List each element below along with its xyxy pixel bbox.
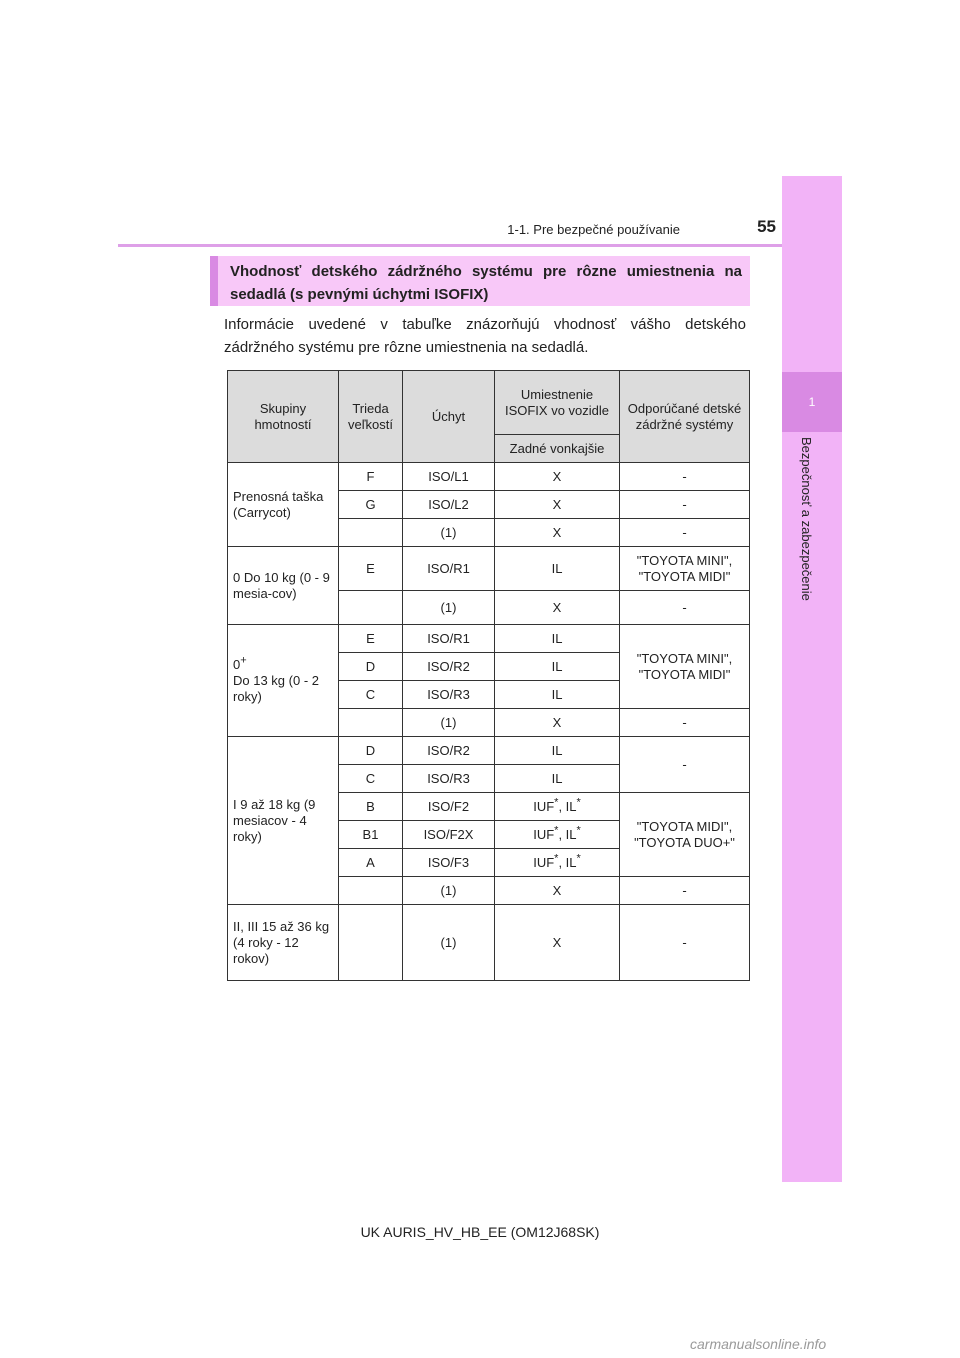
- footnote-star: *: [554, 824, 559, 837]
- header-rear-outboard: Zadné vonkajšie: [495, 435, 620, 463]
- position-cell: IL: [495, 653, 620, 681]
- position-cell: IL: [495, 547, 620, 591]
- group-0-plus: [228, 625, 339, 737]
- recommended-cell: -: [620, 591, 750, 625]
- position-cell: IL: [495, 765, 620, 793]
- position-text: IUF: [533, 798, 555, 814]
- watermark: carmanualsonline.info: [690, 1336, 827, 1352]
- group-2-3: II, III 15 až 36 kg (4 roky - 12 rokov): [228, 905, 339, 981]
- fixture-cell: (1): [403, 591, 495, 625]
- position-text: , IL: [558, 798, 577, 814]
- position-cell: [495, 793, 620, 821]
- recommended-cell: -: [620, 491, 750, 519]
- chapter-number-tab: 1: [782, 372, 842, 432]
- position-text: , IL: [558, 826, 577, 842]
- size-class-cell: G: [339, 491, 403, 519]
- header-recommended: Odporúčané detské zádržné systémy: [620, 371, 750, 463]
- table-row: [228, 463, 750, 491]
- position-text: , IL: [558, 854, 577, 870]
- section-title: Vhodnosť detského zádržného systému pre rôzne umiestnenia na sedadlá (s pevnými úchytmi ISOFIX): [230, 263, 742, 303]
- recommended-cell: "TOYOTA MINI", "TOYOTA MIDI": [620, 547, 750, 591]
- fixture-cell: ISO/R3: [403, 765, 495, 793]
- recommended-cell: "TOYOTA MINI", "TOYOTA MIDI": [620, 625, 750, 709]
- fixture-cell: (1): [403, 877, 495, 905]
- position-cell: IL: [495, 737, 620, 765]
- recommended-cell: -: [620, 463, 750, 491]
- chapter-title-vertical: [800, 437, 820, 637]
- size-class-cell: [339, 905, 403, 981]
- size-class-cell: [339, 709, 403, 737]
- fixture-cell: ISO/L2: [403, 491, 495, 519]
- fixture-cell: ISO/R2: [403, 737, 495, 765]
- chapter-title: Bezpečnosť a zabezpečenie: [799, 437, 814, 601]
- footnote-star: *: [554, 796, 559, 809]
- footnote-star: *: [554, 852, 559, 865]
- intro-paragraph: Informácie uvedené v tabuľke znázorňujú vhodnosť vášho detského zádržného systému pre rôzne umiestnenia na sedadlá.: [224, 316, 746, 356]
- fixture-cell: (1): [403, 709, 495, 737]
- position-cell: X: [495, 519, 620, 547]
- running-header-section: 1-1. Pre bezpečné používanie: [507, 222, 680, 237]
- size-class-cell: C: [339, 765, 403, 793]
- recommended-cell: -: [620, 877, 750, 905]
- size-class-cell: F: [339, 463, 403, 491]
- footnote-star: *: [576, 824, 581, 837]
- recommended-cell: -: [620, 737, 750, 793]
- group-0: 0 Do 10 kg (0 - 9 mesia-cov): [228, 547, 339, 625]
- table-row: [228, 737, 750, 765]
- size-class-cell: E: [339, 625, 403, 653]
- fixture-cell: (1): [403, 905, 495, 981]
- group-0-plus-sup: +: [240, 654, 247, 667]
- fixture-cell: ISO/F3: [403, 849, 495, 877]
- position-text: IUF: [533, 854, 555, 870]
- header-isofix-position: Umiestnenie ISOFIX vo vozidle: [495, 371, 620, 435]
- table-row: [228, 547, 750, 591]
- fixture-cell: ISO/R1: [403, 547, 495, 591]
- fixture-cell: ISO/F2X: [403, 821, 495, 849]
- footnote-star: *: [576, 796, 581, 809]
- fixture-cell: ISO/L1: [403, 463, 495, 491]
- fixture-cell: ISO/R1: [403, 625, 495, 653]
- recommended-cell: "TOYOTA MIDI", "TOYOTA DUO+": [620, 793, 750, 877]
- table-row: [228, 625, 750, 653]
- document-code: UK AURIS_HV_HB_EE (OM12J68SK): [360, 1224, 600, 1240]
- position-text: IUF: [533, 826, 555, 842]
- recommended-cell: -: [620, 905, 750, 981]
- size-class-cell: E: [339, 547, 403, 591]
- size-class-cell: [339, 591, 403, 625]
- header-fixture: Úchyt: [403, 371, 495, 463]
- page-number: 55: [757, 217, 776, 236]
- size-class-cell: [339, 877, 403, 905]
- footnote-star: *: [576, 852, 581, 865]
- group-carrycot: Prenosná taška (Carrycot): [228, 463, 339, 547]
- isofix-suitability-table: [227, 370, 750, 981]
- recommended-cell: -: [620, 519, 750, 547]
- group-1: I 9 až 18 kg (9 mesiacov - 4 roky): [228, 737, 339, 905]
- fixture-cell: (1): [403, 519, 495, 547]
- position-cell: X: [495, 491, 620, 519]
- position-cell: X: [495, 877, 620, 905]
- size-class-cell: B: [339, 793, 403, 821]
- header-mass-group: Skupiny hmotností: [228, 371, 339, 463]
- size-class-cell: [339, 519, 403, 547]
- position-cell: IL: [495, 625, 620, 653]
- position-cell: [495, 821, 620, 849]
- position-cell: X: [495, 905, 620, 981]
- header-size-class: Trieda veľkostí: [339, 371, 403, 463]
- group-0-plus-detail: Do 13 kg (0 - 2 roky): [233, 672, 319, 704]
- size-class-cell: D: [339, 737, 403, 765]
- position-cell: X: [495, 709, 620, 737]
- chapter-side-strip: [782, 176, 842, 1182]
- size-class-cell: A: [339, 849, 403, 877]
- position-cell: [495, 849, 620, 877]
- position-cell: X: [495, 591, 620, 625]
- section-title-box: [210, 256, 750, 306]
- recommended-cell: -: [620, 709, 750, 737]
- size-class-cell: B1: [339, 821, 403, 849]
- position-cell: IL: [495, 681, 620, 709]
- group-0-plus-label: 0: [233, 656, 241, 672]
- fixture-cell: ISO/F2: [403, 793, 495, 821]
- size-class-cell: D: [339, 653, 403, 681]
- header-divider: [118, 244, 840, 247]
- size-class-cell: C: [339, 681, 403, 709]
- fixture-cell: ISO/R3: [403, 681, 495, 709]
- table-row: [228, 905, 750, 981]
- position-cell: X: [495, 463, 620, 491]
- fixture-cell: ISO/R2: [403, 653, 495, 681]
